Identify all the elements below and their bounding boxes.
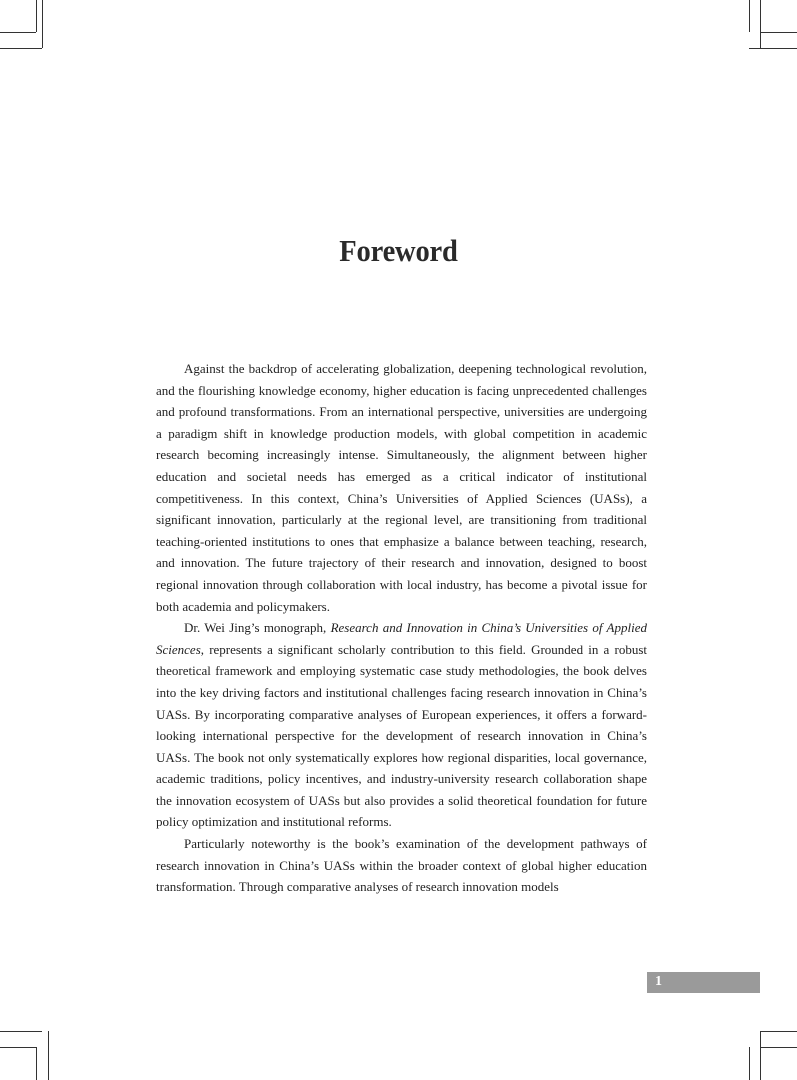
paragraph-text: Dr. Wei Jing’s monograph, [184,620,331,636]
paragraph-text: Against the backdrop of accelerating globalization, deepening technological revolution, and the flourishing knowledge economy, higher education is facing unprecedented challenges and profound transformations. From an international perspective, universities are undergoing a paradigm shift in knowledge production models, with global competition in academic research becoming increasingly intense. Simultaneously, the alignment between higher education and societal needs has emerged as a critical indicator of institutional competitiveness. In this context, China’s Universities of Applied Sciences (UASs), a significant innovation, particularly at the regional level, are transitioning from traditional teaching-oriented institutions to ones that emphasize a balance between teaching, research, and innovation. The future trajectory of their research and innovation, designed to boost regional innovation through collaboration with local industry, has become a pivotal issue for both academia and policymakers. [156,361,647,614]
paragraph [156,833,647,898]
page-number: 1 [655,974,662,989]
book-title-italic: Research and Innovation in China’s Universities of Applied Sciences [156,620,647,657]
paragraph [156,617,647,833]
page-number-badge [647,972,760,993]
paragraph-text: Particularly noteworthy is the book’s examination of the development pathways of research innovation in China’s UASs within the broader context of global higher education transformation. Through comparative analyses of research innovation models [156,836,647,895]
foreword-body [156,358,647,898]
paragraph [156,358,647,617]
paragraph-text: , represents a significant scholarly contribution to this field. Grounded in a robust theoretical framework and employing systematic case study methodologies, the book delves into the key driving factors and institutional challenges facing research innovation in China’s UASs. By incorporating comparative analyses of European experiences, it offers a forward-looking international perspective for the development of research innovation in China’s UASs. The book not only systematically explores how regional disparities, local governance, academic traditions, policy incentives, and industry-university research collaboration shape the innovation ecosystem of UASs but also provides a solid theoretical foundation for future policy optimization and institutional reforms. [156,641,647,830]
page-title: Foreword [339,233,458,268]
